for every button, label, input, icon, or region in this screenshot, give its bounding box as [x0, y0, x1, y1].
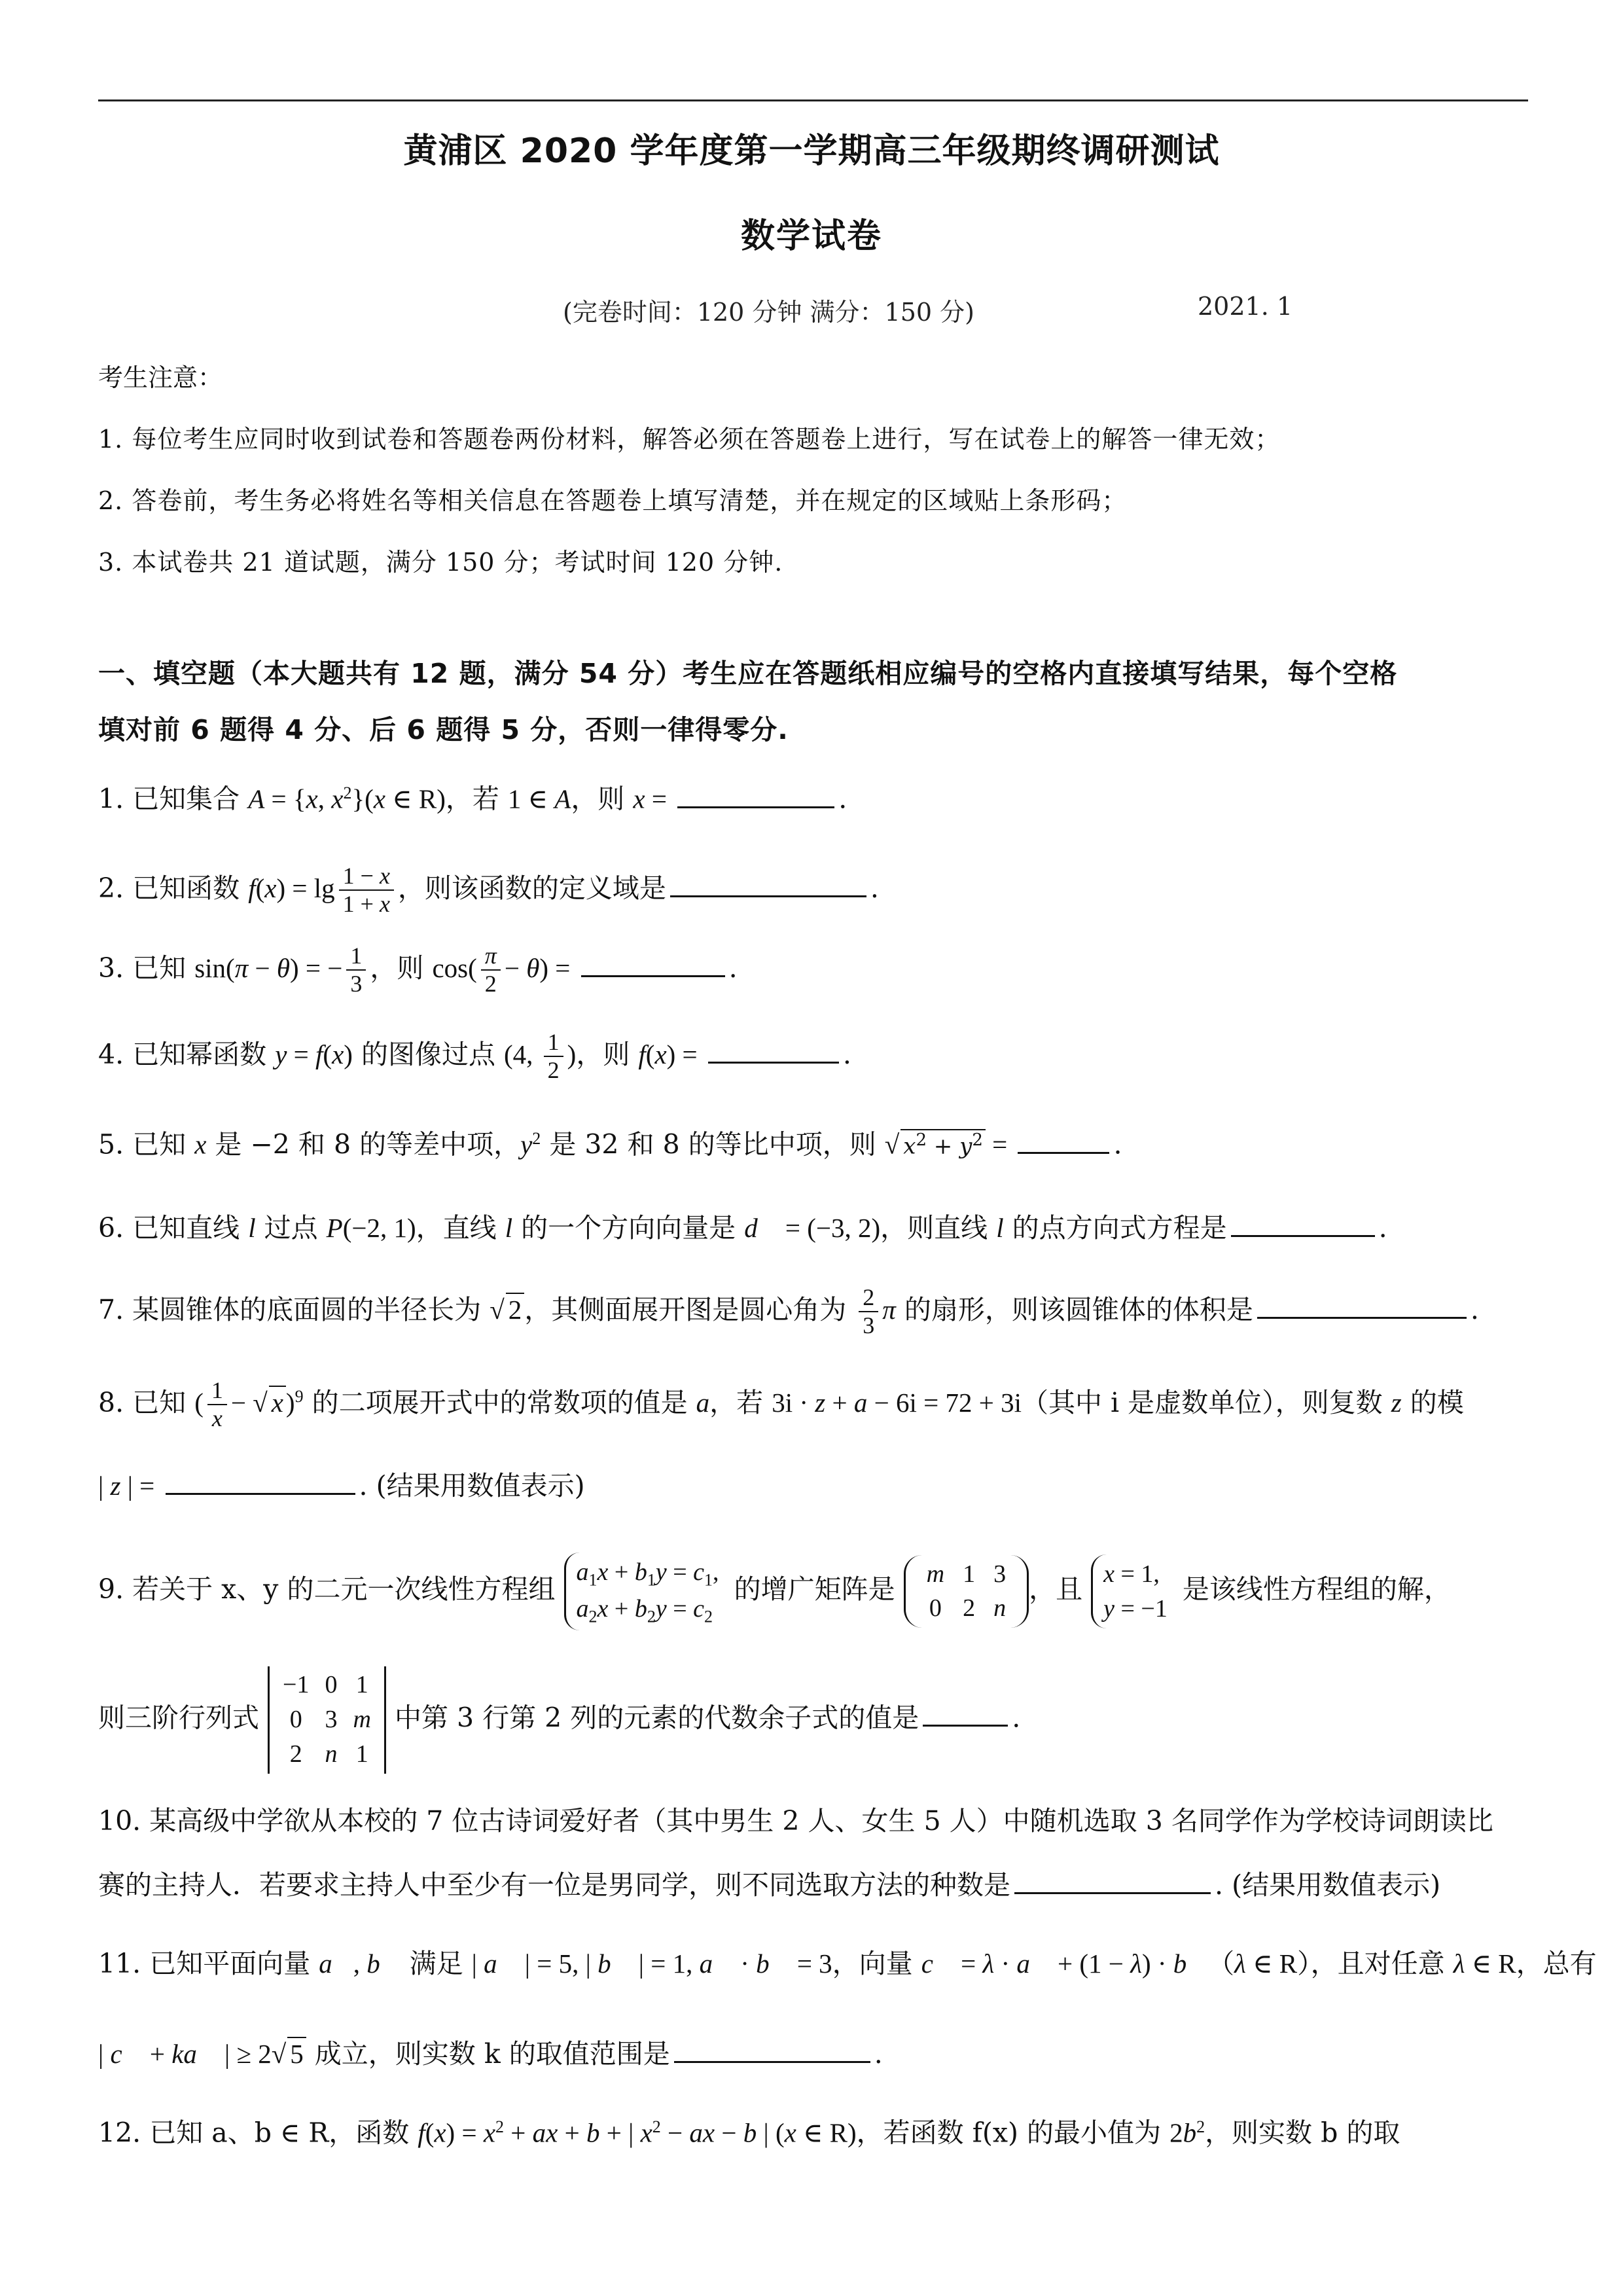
q8-text-a: 8. 已知 — [98, 1386, 195, 1418]
answer-blank[interactable] — [708, 1042, 839, 1064]
q10-text-a: 10. 某高级中学欲从本校的 7 位古诗词爱好者（其中男生 2 人、女生 5 人）中随机选取 3 名同学作为学校诗词朗读比 — [98, 1805, 1493, 1837]
q12-text-b: ，若函数 f(x) 的最小值为 — [856, 2117, 1170, 2149]
exam-title: 黄浦区 2020 学年度第一学期高三年级期终调研测试 — [403, 132, 1220, 171]
question-4: 4. 已知幂函数 y = f(x) 的图像过点 (4, $\frac{1}{2}$ )，则 f(x) = . — [98, 1029, 851, 1084]
q5-text-c: 是 32 和 8 的等比中项，则 — [541, 1128, 885, 1160]
answer-blank[interactable] — [674, 2041, 870, 2063]
section-heading-cont: 填对前 6 题得 4 分、后 6 题得 5 分，否则一律得零分. — [98, 714, 789, 745]
q11-text-e: ，总有 — [1516, 1948, 1597, 1979]
q7-text-b: ，其侧面展开图是圆心角为 — [524, 1293, 855, 1325]
q4-text-b: 的图像过点 — [352, 1038, 505, 1070]
q9-text-c: ，且 — [1029, 1573, 1092, 1605]
q8-text-b: 的二项展开式中的常数项的值是 — [303, 1386, 696, 1418]
q6-text-e: ，则直线 — [880, 1212, 997, 1244]
q2-text-a: 2. 已知函数 — [98, 872, 249, 904]
question-10 — [98, 1805, 1493, 1837]
q6-text-c: ，直线 — [416, 1212, 505, 1244]
q3-text-b: ，则 — [370, 952, 433, 984]
q6-text-f: 的点方向式方程是 — [1003, 1212, 1227, 1244]
answer-blank[interactable] — [166, 1473, 355, 1495]
question-8-cont: | z | = . (结果用数值表示) — [98, 1470, 585, 1501]
question-10-cont: 赛的主持人．若要求主持人中至少有一位是男同学，则不同选取方法的种数是 . (结果用数值表示) — [98, 1869, 1441, 1901]
q3-text-a: 3. 已知 — [98, 952, 195, 984]
q6-text-d: 的一个方向向量是 — [512, 1212, 745, 1244]
q4-text-c: ，则 — [576, 1038, 639, 1070]
q12-text-a: 12. 已知 a、b ∈ R，函数 — [98, 2117, 418, 2149]
answer-blank[interactable] — [677, 787, 834, 808]
notice-heading: 考生注意： — [98, 363, 223, 392]
question-12: 12. 已知 a、b ∈ R，函数 $f(x) = x^2$ + ax + b + | $x^2$ − ax − b | (x ∈ R)，若函数 f(x) 的最小值为 $2b^2$，则实数 b 的取 — [98, 2117, 1400, 2149]
q6-text-a: 6. 已知直线 — [98, 1212, 249, 1244]
determinant: −1 0 1 0 3 m 2 n 1 — [268, 1666, 386, 1774]
q9-text-a: 9. 若关于 x、y 的二元一次线性方程组 — [98, 1573, 564, 1605]
question-5: 5. 已知 x 是 −2 和 8 的等差中项，$y^2$ 是 32 和 8 的等比中项，则 √ $x^2 + y^2$ = . — [98, 1128, 1122, 1160]
question-3: 3. 已知 sin(π − θ) = − $\frac{1}{3}$ ，则 cos( $\frac{\pi}{2}$ − θ) = . — [98, 942, 738, 997]
q11-text-a: 11. 已知平面向量 — [98, 1948, 319, 1979]
q8-text-d: （其中 i 是虚数单位），则复数 — [1022, 1386, 1391, 1418]
q11-text-f: 成立，则实数 k 的取值范围是 — [306, 2038, 670, 2070]
notice-item: 1. 每位考生应同时收到试卷和答题卷两份材料，解答必须在答题卷上进行，写在试卷上的解答一律无效； — [98, 425, 1281, 454]
question-1: 1. 已知集合 A = {x, $x^2\}(x$ ∈ R)，若 1 ∈ A，则 x = . — [98, 783, 847, 815]
q1-text-c: ，则 — [571, 783, 633, 815]
answer-blank[interactable] — [581, 956, 725, 977]
answer-blank[interactable] — [1257, 1297, 1467, 1319]
q5-text-a: 5. 已知 — [98, 1128, 195, 1160]
question-9 — [98, 1552, 1451, 1630]
q8-text-e: 的模 — [1401, 1386, 1464, 1418]
exam-info: (完卷时间：120 分钟 满分：150 分) — [563, 298, 974, 327]
answer-blank[interactable] — [1014, 1873, 1211, 1894]
question-2: 2. 已知函数 f(x) = lg $\frac{1 - x}{1 + x}$ ，则该函数的定义域是 . — [98, 863, 879, 918]
q8-text-f: (结果用数值表示) — [376, 1470, 585, 1501]
exam-date: 2021. 1 — [1198, 292, 1293, 321]
exam-subtitle: 数学试卷 — [740, 217, 882, 256]
q9-text-f: 中第 3 行第 2 列的元素的代数余子式的值是 — [385, 1702, 919, 1734]
q10-text-c: (结果用数值表示) — [1232, 1869, 1441, 1901]
q11-text-b: 满足 — [401, 1948, 472, 1979]
question-6: 6. 已知直线 l 过点 P(−2, 1)，直线 l 的一个方向向量是 d⃗ = (−3, 2)，则直线 l 的点方向式方程是 . — [98, 1212, 1387, 1244]
solution-system: x = 1, y = −1 — [1091, 1554, 1174, 1628]
q4-text-a: 4. 已知幂函数 — [98, 1038, 276, 1070]
question-11-cont: | c⃗ + ka⃗ | ≥ 2√ 5 成立，则实数 k 的取值范围是 . — [98, 2038, 883, 2070]
q5-text-b: 是 −2 和 8 的等差中项， — [206, 1128, 521, 1160]
notice-item: 3. 本试卷共 21 道试题，满分 150 分；考试时间 120 分钟. — [98, 548, 783, 577]
q9-text-b: 的增广矩阵是 — [725, 1573, 904, 1605]
section-heading: 一、填空题（本大题共有 12 题，满分 54 分）考生应在答题纸相应编号的空格内直接填写结果，每个空格 — [98, 658, 1398, 689]
question-11: 11. 已知平面向量 a⃗, b⃗ 满足 | a⃗ | = 5, | b⃗ | = 1, a⃗ · b⃗ = 3，向量 c⃗ = λ · a⃗ + (1 − λ) · b⃗（λ ∈ R），且对任意 λ ∈ R，总有 — [98, 1948, 1597, 1979]
top-rule — [98, 99, 1528, 101]
q11-text-d: ，且对任意 — [1310, 1948, 1454, 1979]
q1-text-b: ，若 — [445, 783, 508, 815]
q10-text-b: 赛的主持人．若要求主持人中至少有一位是男同学，则不同选取方法的种数是 — [98, 1869, 1010, 1901]
question-7: 7. 某圆锥体的底面圆的半径长为 √ 2，其侧面展开图是圆心角为 $\frac{2}{3}$ π 的扇形，则该圆锥体的体积是 . — [98, 1284, 1479, 1339]
notice-item: 2. 答卷前，考生务必将姓名等相关信息在答题卷上填写清楚，并在规定的区域贴上条形码； — [98, 486, 1128, 515]
equation-system: $a_1x + b_1y = c_1$, $a_2x + b_2y = c_2$ — [564, 1552, 726, 1630]
q7-text-c: 的扇形，则该圆锥体的体积是 — [895, 1293, 1253, 1325]
answer-blank[interactable] — [923, 1705, 1008, 1727]
augmented-matrix: m 1 3 0 2 n — [904, 1555, 1029, 1628]
q8-text-c: ，若 — [709, 1386, 772, 1418]
answer-blank[interactable] — [1018, 1132, 1109, 1154]
q9-text-d: 是该线性方程组的解， — [1173, 1573, 1451, 1605]
answer-blank[interactable] — [1231, 1215, 1375, 1237]
q2-text-b: ，则该函数的定义域是 — [397, 872, 666, 904]
q7-text-a: 7. 某圆锥体的底面圆的半径长为 — [98, 1293, 490, 1325]
q12-text-c: ，则实数 b 的取 — [1205, 2117, 1400, 2149]
q1-text-a: 1. 已知集合 — [98, 783, 249, 815]
q11-text-c: ，向量 — [832, 1948, 921, 1979]
question-9-cont: 则三阶行列式 −1 0 1 0 3 m 2 n 1 中第 3 行第 2 列的元素的代数余子式的值是 . — [98, 1666, 1020, 1774]
q6-text-b: 过点 — [255, 1212, 327, 1244]
q9-text-e: 则三阶行列式 — [98, 1702, 268, 1734]
question-8: 8. 已知 ( $\frac{1}{x}$ − √ x)$^9$ 的二项展开式中的常数项的值是 a，若 3i · z + a − 6i = 72 + 3i（其中 i 是虚数单位），则复数 z 的模 — [98, 1377, 1464, 1432]
answer-blank[interactable] — [670, 876, 866, 897]
